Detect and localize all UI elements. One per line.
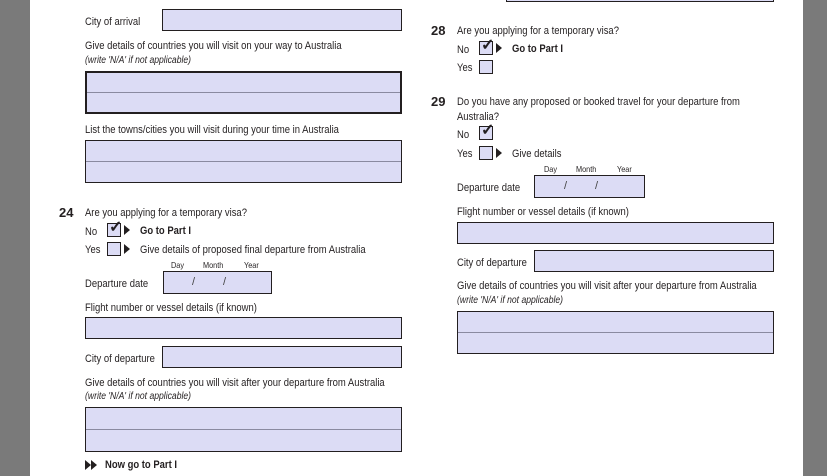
- q24-departure-date-field[interactable]: / /: [163, 271, 272, 294]
- q24-city-departure-field[interactable]: [162, 346, 402, 368]
- q24-month-label: Month: [203, 260, 224, 270]
- q28-yes-checkbox[interactable]: [479, 60, 493, 74]
- question-29-text-line1: Do you have any proposed or booked travel for your departure from: [457, 96, 740, 108]
- checkmark-icon: ✓: [109, 219, 123, 236]
- q29-no-label: No: [457, 129, 470, 141]
- q29-departure-date-label: Departure date: [457, 182, 521, 194]
- arrow-right-icon: [124, 225, 130, 235]
- arrow-right-icon: [496, 43, 502, 53]
- q29-yes-label: Yes: [457, 148, 473, 160]
- q29-countries-after-field[interactable]: [457, 311, 774, 354]
- q29-city-departure-field[interactable]: [534, 250, 774, 272]
- previous-field-bottom: [506, 0, 774, 2]
- double-arrow-icon: [91, 460, 97, 470]
- countries-on-way-label: Give details of countries you will visit on your way to Australia: [85, 40, 342, 52]
- q29-month-label: Month: [576, 164, 597, 174]
- countries-on-way-field[interactable]: [85, 71, 402, 114]
- q29-yes-checkbox[interactable]: [479, 146, 493, 160]
- q29-countries-after-label: Give details of countries you will visit after your departure from Australia: [457, 280, 757, 292]
- q24-no-label: No: [85, 226, 98, 238]
- q29-countries-after-note: (write 'N/A' if not applicable): [457, 295, 564, 306]
- q29-year-label: Year: [617, 164, 632, 174]
- city-arrival-label: City of arrival: [85, 16, 141, 28]
- q24-yes-instruction: Give details of proposed final departure from Australia: [140, 244, 366, 256]
- q29-yes-instruction: Give details: [512, 148, 562, 160]
- q24-day-label: Day: [171, 260, 185, 270]
- question-24-number: 24: [59, 205, 74, 220]
- q24-countries-after-label: Give details of countries you will visit after your departure from Australia: [85, 377, 385, 389]
- q24-yes-checkbox[interactable]: [107, 242, 121, 256]
- towns-field[interactable]: [85, 140, 402, 183]
- q24-year-label: Year: [244, 260, 259, 270]
- towns-label: List the towns/cities you will visit during your time in Australia: [85, 124, 339, 136]
- checkmark-icon: ✓: [481, 122, 495, 139]
- q24-city-departure-label: City of departure: [85, 353, 155, 365]
- question-28-number: 28: [431, 23, 446, 38]
- q28-no-label: No: [457, 44, 470, 56]
- q24-countries-after-note: (write 'N/A' if not applicable): [85, 391, 192, 402]
- city-arrival-field[interactable]: [162, 9, 402, 31]
- q24-flight-field[interactable]: [85, 317, 402, 339]
- question-29-text-line2: Australia?: [457, 111, 500, 123]
- q24-no-instruction: Go to Part I: [140, 225, 191, 237]
- arrow-right-icon: [124, 244, 130, 254]
- q24-yes-label: Yes: [85, 244, 101, 256]
- q29-city-departure-label: City of departure: [457, 257, 527, 269]
- q29-no-checkbox[interactable]: [479, 122, 495, 140]
- arrow-right-icon: [496, 148, 502, 158]
- q28-no-checkbox[interactable]: [479, 37, 495, 55]
- q24-countries-after-field[interactable]: [85, 407, 402, 452]
- q29-flight-field[interactable]: [457, 222, 774, 244]
- q29-flight-label: Flight number or vessel details (if known): [457, 206, 629, 218]
- q29-departure-date-field[interactable]: / /: [534, 175, 645, 198]
- q28-no-instruction: Go to Part I: [512, 43, 563, 55]
- question-24-text: Are you applying for a temporary visa?: [85, 207, 247, 219]
- q24-departure-date-label: Departure date: [85, 278, 149, 290]
- countries-on-way-note: (write 'N/A' if not applicable): [85, 55, 192, 66]
- q24-no-checkbox[interactable]: [107, 219, 123, 237]
- q28-yes-label: Yes: [457, 62, 473, 74]
- question-29-number: 29: [431, 94, 446, 109]
- form-page: [30, 0, 803, 476]
- q24-flight-label: Flight number or vessel details (if known): [85, 302, 257, 314]
- now-go-part-i: Now go to Part I: [105, 459, 178, 471]
- checkmark-icon: ✓: [481, 37, 495, 54]
- q29-day-label: Day: [544, 164, 558, 174]
- question-28-text: Are you applying for a temporary visa?: [457, 25, 619, 37]
